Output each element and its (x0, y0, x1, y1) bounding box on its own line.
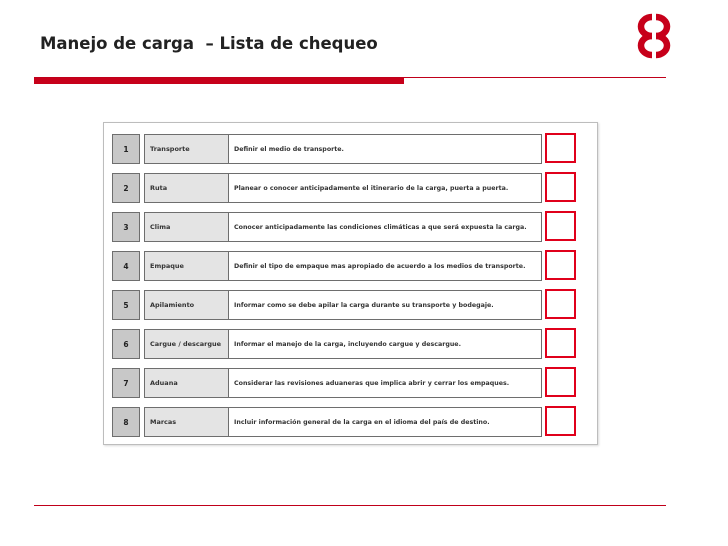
row-category: Ruta (144, 173, 229, 203)
checkbox[interactable] (545, 172, 576, 202)
row-category: Aduana (144, 368, 229, 398)
checklist-row (112, 329, 542, 359)
row-description: Considerar las revisiones aduaneras que implica abrir y cerrar los empaques. (229, 368, 542, 398)
row-category: Empaque (144, 251, 229, 281)
row-number: 4 (112, 251, 140, 281)
cb-mirrored-logo-icon (620, 8, 688, 64)
checklist-row (112, 368, 542, 398)
row-number: 3 (112, 212, 140, 242)
row-category: Transporte (144, 134, 229, 164)
row-description: Planear o conocer anticipadamente el itinerario de la carga, puerta a puerta. (229, 173, 542, 203)
checkbox[interactable] (545, 133, 576, 163)
row-description: Incluir información general de la carga en el idioma del país de destino. (229, 407, 542, 437)
row-category: Cargue / descargue (144, 329, 229, 359)
checklist-row (112, 212, 542, 242)
row-description: Informar como se debe apilar la carga durante su transporte y bodegaje. (229, 290, 542, 320)
row-number: 8 (112, 407, 140, 437)
page-title: Manejo de carga – Lista de chequeo (40, 34, 378, 53)
row-description: Informar el manejo de la carga, incluyendo cargue y descargue. (229, 329, 542, 359)
row-number: 1 (112, 134, 140, 164)
row-number: 7 (112, 368, 140, 398)
checkbox[interactable] (545, 328, 576, 358)
row-description: Definir el tipo de empaque mas apropiado de acuerdo a los medios de transporte. (229, 251, 542, 281)
checklist-row (112, 407, 542, 437)
checklist-row (112, 290, 542, 320)
row-category: Marcas (144, 407, 229, 437)
row-number: 6 (112, 329, 140, 359)
checkbox[interactable] (545, 211, 576, 241)
checkbox[interactable] (545, 289, 576, 319)
checkbox[interactable] (545, 406, 576, 436)
checklist-row (112, 251, 542, 281)
checkbox[interactable] (545, 250, 576, 280)
row-description: Conocer anticipadamente las condiciones climáticas a que será expuesta la carga. (229, 212, 542, 242)
checklist-row (112, 134, 542, 164)
footer-divider (34, 505, 666, 506)
header-accent-bar (34, 77, 404, 84)
row-description: Definir el medio de transporte. (229, 134, 542, 164)
checkbox[interactable] (545, 367, 576, 397)
row-category: Clima (144, 212, 229, 242)
row-number: 5 (112, 290, 140, 320)
row-category: Apilamiento (144, 290, 229, 320)
row-number: 2 (112, 173, 140, 203)
header-divider (34, 77, 666, 78)
checklist-row (112, 173, 542, 203)
checklist-table (103, 122, 598, 445)
